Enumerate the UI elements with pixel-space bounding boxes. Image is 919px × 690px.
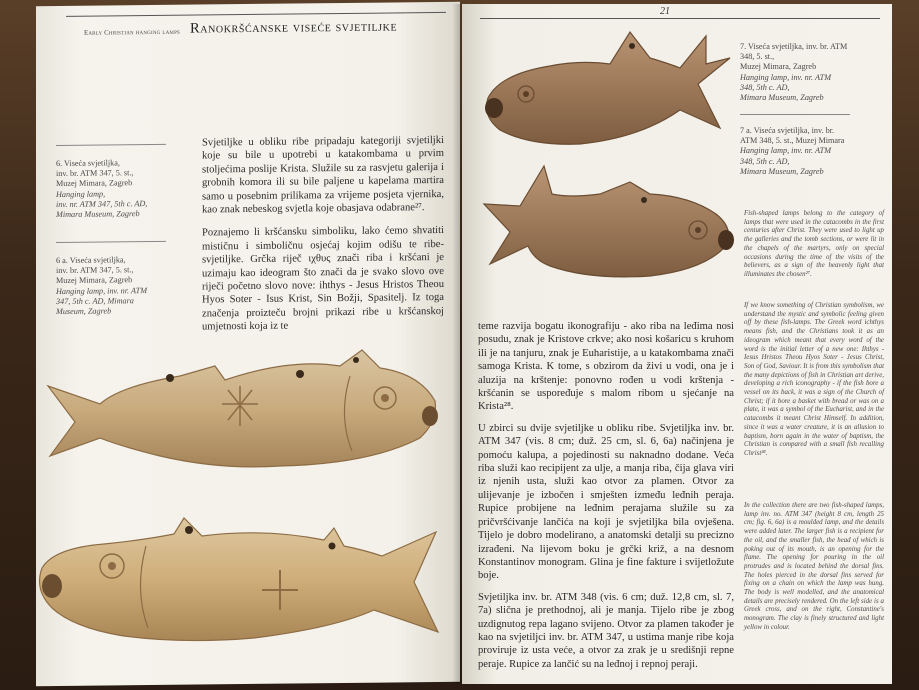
fish-lamp-image-6a bbox=[34, 510, 444, 660]
caption-rule bbox=[56, 144, 166, 146]
fish-lamp-image-7a bbox=[480, 160, 742, 290]
paragraph: Poznajemo li kršćansku simboliku, lako ćemo shvatiti mističnu i simboličnu osjećaj kojim odišu te ribe-svjetiljke. Grčka riječ ιχθυς znači riba i kršćani je uzimaju kao ideogram što znači da je svako slovo ove riječi početno slovo nove: ihthys - Jesus Hristos Theou Hyos Soter - Isus Krist, Sin Božji, Spasitelj. Iz toga značenja proizteču brojni prikazi ribe u kršćanskoj umjetnosti koja iz te bbox=[202, 225, 444, 333]
caption-6 bbox=[56, 158, 186, 221]
caption-line: Muzej Mimara, Zagreb bbox=[56, 275, 133, 286]
paragraph: Svjetiljke u obliku ribe pripadaju kategoriji svjetiljki koje su bile u upotrebi u katakombama u prvim stoljećima poslije Krista. Služile su za rasvjetu galerija i grobnih komora ili su bile paljene u kapelama martira samo u posebnim prilikama za vrijeme posjeta vjernika, kao znak nebeskog svjetla koje obasjava odabrane²⁷. bbox=[202, 134, 444, 216]
header-rule bbox=[66, 12, 446, 17]
caption-line: Hanging lamp, inv. nr. ATM bbox=[56, 285, 148, 296]
paragraph: U zbirci su dvije svjetiljke u obliku ribe. Svjetiljka inv. br. ATM 347 (vis. 8 cm; duž. 25 cm, sl. 6, 6a) načinjena je pomoću kalupa, a pojedinosti su naknadno dodane. Veća riba služi kao recipijent za ulje, a manja riba, čija glava viri iz njenih usta, služi kao otvor za plamen. Otvor za ulijevanje je izbočen i smješten između leđnih peraja. Rupice probijene na leđnim perajama služile su za pričvršćivanje lančića na koji je svjetiljka bila ovješena. Tijelo je dobro modelirano, a anatomski detalji su precizno izrađeni. Na lijevom boku je grčki križ, a na desnom Konstantinov monogram. Glina je fine fakture i svijetložute boje. bbox=[478, 422, 734, 582]
english-gloss-3: In the collection there are two fish-shaped lamps, lamp inv. no. ATM 347 (height 8 cm, length 25 cm; fig. 6, 6a) is a moulded lamp, and the details were added later. The larger fish is a recipient for the oil, and the smaller fish, the head of which is poking out of its mouth, is an opening for the flame. The opening for pouring in the oil protrudes and is located behind the dorsal fins. The holes pierced in the dorsal fins served for fixing on a chain on which the lamp was hung. The body is well modelled, and the anatomical details are precisely rendered. On the left side is a Greek cross, and on the right, Constantine's monogram. The clay is finely structured and light yellow in colour. bbox=[744, 502, 884, 631]
fish-lamp-image-6 bbox=[40, 346, 440, 496]
caption-line: inv. br. ATM 347, 5. st., bbox=[56, 265, 134, 276]
caption-rule bbox=[56, 241, 166, 243]
caption-line: inv. br. ATM 347, 5. st., bbox=[56, 168, 134, 179]
caption-line: Hanging lamp, bbox=[56, 189, 106, 199]
body-text-left bbox=[202, 134, 444, 334]
english-gloss-1: Fish-shaped lamps belong to the category of lamps that were used in the catacombs in the first centuries after Christ. They were used to light up the galleries and the tomb sections, or were lit in the chapels of the martyrs, only on special occasions during the time of the visits of the believers, as a sign of the heavenly light that illuminates the chosen²⁷. bbox=[744, 210, 884, 278]
caption-line: 348, 5th c. AD, bbox=[740, 156, 790, 166]
running-head-english: Early Christian hanging lamps bbox=[84, 28, 181, 37]
paragraph: teme razvija bogatu ikonografiju - ako riba na leđima nosi posudu, znak je Kristove crkve; ako nosi košaricu s kruhom ili je na tanjuru, znak je Euharistije, a u katakombama znači samoga Krista. K tome, s obzirom da živi u vodi, ona je i aluzija na krštenje: ponovno rođen u vodi krštenja - kršćanin se uspoređuje s malom ribom u sjećanje na Krista²⁸. bbox=[478, 321, 734, 413]
caption-line: ATM 348, 5. st., Muzej Mimara bbox=[740, 136, 845, 146]
caption-line: 348, 5th c. AD, bbox=[740, 82, 790, 92]
caption-line: Mimara Museum, Zagreb bbox=[740, 166, 824, 176]
caption-line: Muzej Mimara, Zagreb bbox=[740, 62, 817, 72]
caption-line: Muzej Mimara, Zagreb bbox=[56, 178, 133, 189]
page-number: 21 bbox=[660, 6, 670, 17]
body-text-right bbox=[478, 320, 734, 671]
caption-line: Hanging lamp, inv. nr. ATM bbox=[740, 146, 832, 156]
caption-line: Museum, Zagreb bbox=[56, 306, 112, 317]
caption-line: 348, 5. st., bbox=[740, 52, 775, 62]
english-gloss-2: If we know something of Christian symbolism, we understand the mystic and symbolic feeling given off by these fish-lamps. The Greek word ichthys means fish, and the Christians took it as an ideogram which meant that every word of the word is the initial letter of a new one: Ihthys - Iesus Hristos Theou Hyos Soter - Jesus Christ, Son of God, Saviour. It is from this symbolism that the many depictions of fish in Christian art derive, developing a rich iconography - if the fish bore a vessel on its back, it was a sign of the Church of Christ; if it bore a basket with bread or was on a plate, it was a symbol of the Eucharist, and in the catacombs it meant Christ Himself. In addition, since it was a water creature, it is an allusion to baptism, born again in the water of baptism, the Christian is compared with a small fish recalling Christ²⁸. bbox=[744, 302, 884, 457]
caption-line: 6. Viseća svjetiljka, bbox=[56, 158, 120, 169]
caption-line: 347, 5th c. AD, Mimara bbox=[56, 296, 134, 306]
caption-7a bbox=[740, 126, 890, 177]
caption-6a bbox=[56, 255, 191, 318]
caption-line: 7. Viseća svjetiljka, inv. br. ATM bbox=[740, 42, 848, 51]
running-head: Ranokršćanske viseće svjetiljke bbox=[190, 18, 398, 37]
caption-line: Mimara Museum, Zagreb bbox=[56, 209, 140, 220]
caption-line: Mimara Museum, Zagreb bbox=[740, 93, 824, 103]
caption-line: 6 a. Viseća svjetiljka, bbox=[56, 255, 126, 266]
caption-line: inv. nr. ATM 347, 5th c. AD, bbox=[56, 198, 148, 209]
caption-7 bbox=[740, 42, 890, 103]
caption-rule bbox=[740, 114, 850, 115]
header-rule bbox=[480, 18, 880, 19]
fish-lamp-image-7 bbox=[480, 28, 740, 150]
paragraph: Svjetiljka inv. br. ATM 348 (vis. 6 cm; duž. 12,8 cm, sl. 7, 7a) slična je prethodnoj, ali je manja. Tijelo ribe je zbog uzdignutog repa lagano svijeno. Otvor za plamen također je kao na svjetiljci inv. br. ATM 347, u ustima manje ribe koja proviruje iz usta veće, a otvor za zrak je u središnji repne peraje. Rupice za lančić su na leđnoj i repnoj peraji. bbox=[478, 591, 734, 670]
caption-line: Hanging lamp, inv. nr. ATM bbox=[740, 72, 832, 82]
caption-line: 7 a. Viseća svjetiljka, inv. br. bbox=[740, 126, 835, 135]
